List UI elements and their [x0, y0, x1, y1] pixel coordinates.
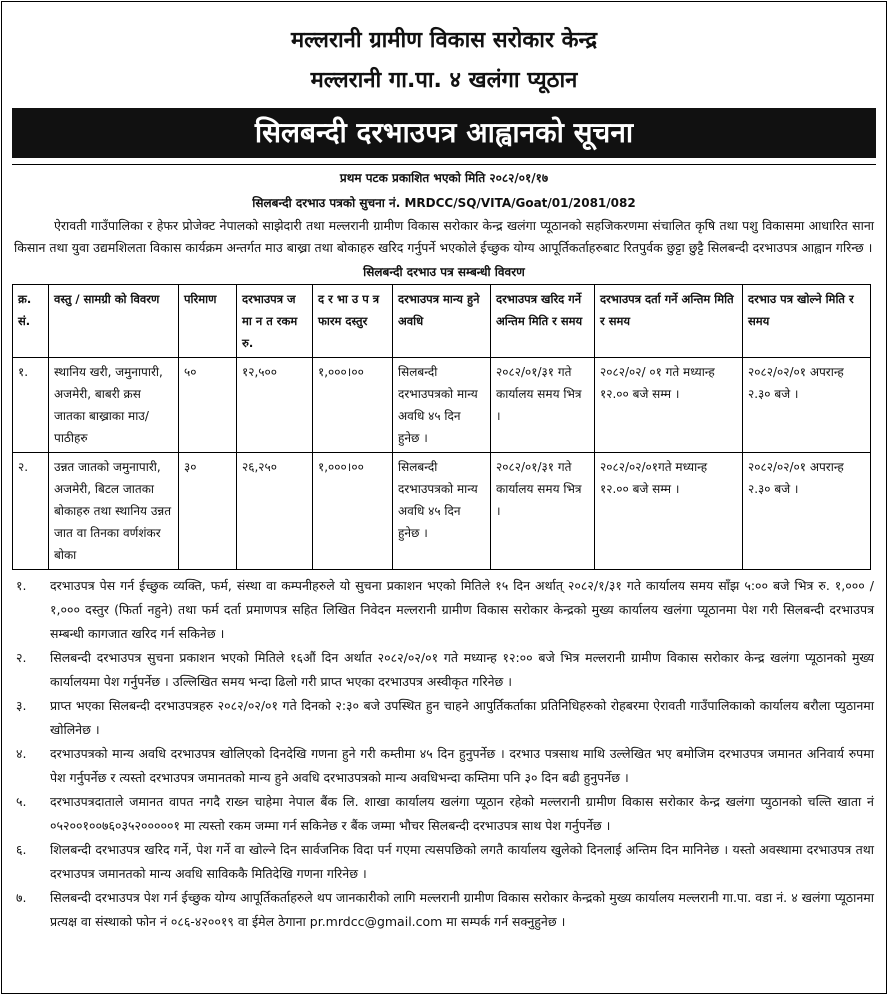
table-cell: २०८२/०१/३१ गते कार्यालय समय भित्र । — [491, 358, 595, 453]
notice-number: सिलबन्दी दरभाउ पत्रको सुचना नं. MRDCC/SQ/VITA/Goat/01/2081/082 — [252, 196, 636, 210]
intro-paragraph — [14, 215, 874, 259]
note-number: १. — [16, 578, 27, 593]
note-text: प्राप्त भएका सिलबन्दी दरभाउपत्रहरु २०८२/०२/०१ गते दिनको २:३० बजे उपस्थित हुन चाहने आपुर्तिकर्ताका प्रतिनिधिहरुको रोहबरमा ऐरावती गाउँपालिकाको कार्यालय बरौला प्युठानमा खोलिनेछ । — [50, 698, 874, 737]
note-number: ७. — [16, 890, 27, 905]
table-row — [13, 358, 871, 453]
table-cell: सिलबन्दी दरभाउपत्रको मान्य अवधि ४५ दिन हुनेछ । — [393, 358, 491, 453]
header-cell: दरभाउपत्र दर्ता गर्ने अन्तिम मिति र समय — [595, 285, 743, 358]
notice-banner: सिलबन्दी दरभाउपत्र आह्वानको सूचना — [12, 108, 876, 158]
header-cell: क्र. सं. — [13, 285, 49, 358]
table-cell: ३० — [179, 453, 237, 570]
note-item — [14, 886, 874, 934]
note-item — [14, 790, 874, 838]
table-cell: २०८२/०२/ ०१ गते मध्यान्ह १२.०० बजे सम्म । — [595, 358, 743, 453]
note-item — [14, 742, 874, 790]
note-text: दरभाउपत्रदाताले जमानत वापत नगदै राख्न चाहेमा नेपाल बैंक लि. शाखा कार्यालय खलंगा प्यूठान रहेको मल्लरानी ग्रामीण विकास सरोकार केन्द्र खलंगा प्युठानको चल्ति खाता नं ०५२००१००७६०३५२०००००१ मा त्यस्तो रकम जम्मा गर्न सकिनेछ र बैंक जम्मा भौचर सिलबन्दी दरभाउपत्र साथ पेश गर्नुपर्नेछ । — [50, 794, 874, 833]
note-text: सिलबन्दी दरभाउपत्र पेश गर्न ईच्छुक योग्य आपूर्तिकर्ताहरुले थप जानकारीको लागि मल्लरानी ग्रामीण विकास सरोकार केन्द्रको मुख्य कार्यालय मल्लरानी गा.पा. वडा नं. ४ खलंगा प्यूठानमा प्रत्यक्ष वा संस्थाको फोन नं ०८६-४२००१९ वा ईमेल ठेगाना pr.mrdcc@gmail.com मा सम्पर्क गर्न सक्नुहुनेछ । — [50, 890, 874, 929]
note-item — [14, 694, 874, 742]
note-text: दरभाउपत्रको मान्य अवधि दरभाउपत्र खोलिएको दिनदेखि गणना हुने गरी कम्तीमा ४५ दिन हुनुपर्नेछ । दरभाउ पत्रसाथ माथि उल्लेखित भए बमोजिम दरभाउपत्र जमानत अनिवार्य रुपमा पेश गर्नुपर्नेछ र त्यस्तो दरभाउपत्र जमानतको मान्य हुने अवधि दरभाउपत्रको मान्य अवधिभन्दा कम्तिमा पनि ३० दिन बढी हुनुपर्नेछ । — [50, 746, 874, 785]
header-cell: दरभाउपत्र खरिद गर्ने अन्तिम मिति र समय — [491, 285, 595, 358]
note-text: सिलबन्दी दरभाउपत्र सुचना प्रकाशन भएको मितिले १६औं दिन अर्थात २०८२/०२/०१ गते मध्यान्ह १२:०० बजे भित्र मल्लरानी ग्रामीण विकास सरोकार केन्द्र खलंगा प्यूठानको मुख्य कार्यालयमा पेश गर्नुपर्नेछ । उल्लिखित समय भन्दा ढिलो गरी प्राप्त भएका दरभाउपत्र अस्वीकृत गरिनेछ । — [50, 650, 874, 689]
note-number: ६. — [16, 842, 27, 857]
header-cell: दरभाउपत्र मान्य हुने अवधि — [393, 285, 491, 358]
note-number: ४. — [16, 746, 27, 761]
note-text: दरभाउपत्र पेस गर्न ईच्छुक व्यक्ति, फर्म, संस्था वा कम्पनीहरुले यो सुचना प्रकाशन भएको मितिले १५ दिन अर्थात् २०८२/१/३१ गते कार्यालय समय साँझ ५:०० बजे भित्र रु. १,००० / १,००० दस्तुर (फिर्ता नहुने) तथा फर्म दर्ता प्रमाणपत्र सहित लिखित निवेदन मल्लरानी ग्रामीण विकास सरोकार केन्द्रको मुख्य कार्यालय खलंगा प्यूठानमा पेश गरी सिलबन्दी दरभाउपत्र सम्बन्धी कागजात खरिद गर्न सकिनेछ । — [50, 578, 874, 641]
table-cell: २. — [13, 453, 49, 570]
table-cell: उन्नत जातको जमुनापारी, अजमेरी, बिटल जातका बोकाहरु तथा स्थानिय उन्नत जात वा तिनका वर्णशंकर बोका — [49, 453, 179, 570]
header-cell: द र भा उ प त्र फारम दस्तुर — [313, 285, 393, 358]
table-cell: २०८२/०१/३१ गते कार्यालय समय भित्र । — [491, 453, 595, 570]
table-cell: २०८२/०२/०१ अपरान्ह २.३० बजे । — [743, 453, 871, 570]
table-cell: १. — [13, 358, 49, 453]
org-name: मल्लरानी ग्रामीण विकास सरोकार केन्द्र — [290, 28, 598, 53]
intro-text: ऐरावती गाउँपालिका र हेफर प्रोजेक्ट नेपालको साझेदारी तथा मल्लरानी ग्रामीण विकास सरोकार केन्द्र खलंगा प्यूठानको सहजिकरणमा संचालित कृषि तथा पशु विकासमा आधारित साना किसान तथा युवा उद्यमशिलता विकास कार्यक्रम अन्तर्गत माउ बाख्रा तथा बोकाहरु खरिद गर्नुपर्ने भएकोले ईच्छुक योग्य आपूर्तिकर्ताहरुबाट रितपुर्वक छुट्टा छुट्टै सिलबन्दी दरभाउपत्र आह्वान गरिन्छ । — [14, 218, 874, 255]
notice-page — [1, 1, 887, 994]
note-number: २. — [16, 650, 27, 665]
table-cell: १२,५०० — [237, 358, 313, 453]
note-text: शिलबन्दी दरभाउपत्र खरिद गर्ने, पेश गर्ने वा खोल्ने दिन सार्वजनिक विदा पर्न गएमा त्यसपछिको लगतै कार्यालय खुलेको दिनलाई अन्तिम दिन मानिनेछ । यस्तो अवस्थामा दरभाउपत्र तथा दरभाउपत्र जमानतको मान्य अवधि साविककै मितिदेखि गणना गरिनेछ । — [50, 842, 874, 881]
table-cell: २०८२/०२/०१ अपरान्ह २.३० बजे । — [743, 358, 871, 453]
header-cell: दरभाउपत्र ज मा न त रकम रु. — [237, 285, 313, 358]
note-item — [14, 646, 874, 694]
table-cell: ५० — [179, 358, 237, 453]
tender-table — [12, 284, 871, 570]
table-cell: २६,२५० — [237, 453, 313, 570]
table-cell: १,०००।०० — [313, 358, 393, 453]
table-cell: स्थानिय खरी, जमुनापारी, अजमेरी, बाबरी क्रस जातका बाख्राका माउ/ पाठीहरु — [49, 358, 179, 453]
table-cell: १,०००।०० — [313, 453, 393, 570]
note-number: ५. — [16, 794, 27, 809]
table-cell: सिलबन्दी दरभाउपत्रको मान्य अवधि ४५ दिन हुनेछ । — [393, 453, 491, 570]
header-cell: वस्तु / सामग्री को विवरण — [49, 285, 179, 358]
note-item — [14, 838, 874, 886]
table-caption: सिलबन्दी दरभाउ पत्र सम्बन्धी विवरण — [363, 265, 525, 279]
header-cell: परिमाण — [179, 285, 237, 358]
table-header-row — [13, 285, 871, 358]
header-cell: दरभाउ पत्र खोल्ने मिति र समय — [743, 285, 871, 358]
first-published-date: प्रथम पटक प्रकाशित भएको मिति २०८२/०१/१७ — [339, 171, 549, 185]
note-number: ३. — [16, 698, 27, 713]
table-row — [13, 453, 871, 570]
divider — [12, 164, 876, 165]
org-address: मल्लरानी गा.पा. ४ खलंगा प्यूठान — [310, 68, 578, 93]
note-item — [14, 574, 874, 646]
table-cell: २०८२/०२/०१गते मध्यान्ह १२.०० बजे सम्म । — [595, 453, 743, 570]
intro-indent — [14, 218, 54, 233]
notes-list — [14, 574, 874, 934]
